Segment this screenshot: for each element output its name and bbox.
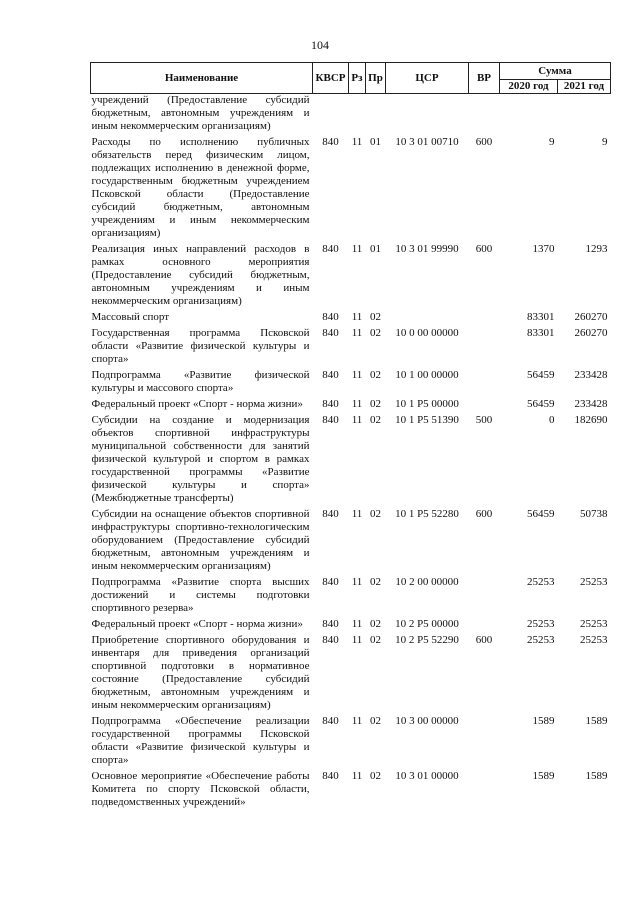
table-row	[91, 327, 611, 369]
row-csr: 10 1 P5 51390	[395, 414, 459, 426]
row-sum-2020: 56459	[527, 398, 555, 410]
row-sum-2020: 83301	[527, 327, 555, 339]
table-row	[91, 715, 611, 770]
row-csr	[386, 94, 469, 137]
row-vr	[469, 715, 500, 770]
row-kvsr: 840	[322, 618, 339, 630]
row-name: Подпрограмма «Обеспечение реализации государственной программы Псковской области «Развитие физической культуры и спорта»	[91, 715, 310, 766]
row-vr	[469, 398, 500, 414]
row-pr: 01	[370, 243, 381, 255]
header-kvsr: КВСР	[313, 63, 349, 94]
row-sum-2020: 1370	[532, 243, 555, 255]
header-rz: Рз	[349, 63, 366, 94]
row-kvsr: 840	[322, 634, 339, 646]
row-rz: 11	[351, 311, 363, 323]
row-vr	[469, 618, 500, 634]
row-pr: 02	[370, 398, 381, 410]
row-pr: 02	[370, 369, 381, 381]
header-csr: ЦСР	[386, 63, 469, 94]
row-name: учреждений (Предоставление субсидий бюджетным, автономным учреждениям и иным некоммерческим организациям)	[91, 94, 310, 132]
row-kvsr: 840	[322, 576, 339, 588]
row-sum-2021: 260270	[574, 311, 608, 323]
row-sum-2021	[558, 94, 611, 137]
row-csr: 10 1 P5 52280	[395, 508, 459, 520]
row-csr: 10 1 00 00000	[395, 369, 459, 381]
row-vr: 600	[475, 634, 493, 646]
row-name: Подпрограмма «Развитие спорта высших достижений и системы подготовки спортивного резерва»	[91, 576, 310, 614]
row-vr: 600	[475, 243, 493, 255]
row-csr: 10 3 01 00000	[395, 770, 459, 782]
row-sum-2020: 56459	[527, 508, 555, 520]
row-pr: 02	[370, 770, 381, 782]
row-pr: 02	[370, 634, 381, 646]
row-csr	[386, 311, 469, 327]
table-row	[91, 508, 611, 576]
row-rz: 11	[351, 576, 363, 588]
row-rz: 11	[351, 398, 363, 410]
table-row	[91, 311, 611, 327]
row-vr	[469, 94, 500, 137]
row-rz: 11	[351, 618, 363, 630]
header-name: Наименование	[91, 63, 313, 94]
row-csr: 10 3 01 00710	[395, 136, 459, 148]
row-rz: 11	[351, 508, 363, 520]
table-row	[91, 369, 611, 398]
row-name: Федеральный проект «Спорт - норма жизни»	[91, 618, 303, 630]
row-csr: 10 2 00 00000	[395, 576, 459, 588]
row-sum-2020: 1589	[532, 715, 555, 727]
row-pr: 02	[370, 618, 381, 630]
row-sum-2020: 1589	[532, 770, 555, 782]
row-vr	[469, 327, 500, 369]
row-rz: 11	[351, 369, 363, 381]
table-row	[91, 770, 611, 812]
row-sum-2021: 25253	[580, 634, 608, 646]
row-name: Федеральный проект «Спорт - норма жизни»	[91, 398, 303, 410]
row-kvsr: 840	[322, 369, 339, 381]
row-rz: 11	[351, 136, 363, 148]
row-vr: 500	[475, 414, 493, 426]
row-name: Подпрограмма «Развитие физической культуры и массового спорта»	[91, 369, 310, 394]
row-pr: 02	[370, 414, 381, 426]
row-name: Расходы по исполнению публичных обязательств перед физическим лицом, подлежащих исполнению в денежной форме, государственным бюджетным учреждением Псковской области (Предоставление субсидий бюджетным, автономным учреждениям и иным некоммерческим организациям)	[91, 136, 310, 239]
row-name: Основное мероприятие «Обеспечение работы Комитета по спорту Псковской области, подведомственных учреждений»	[91, 770, 310, 808]
header-vr: ВР	[469, 63, 500, 94]
row-pr: 02	[370, 508, 381, 520]
row-sum-2021: 260270	[574, 327, 608, 339]
row-name: Приобретение спортивного оборудования и инвентаря для приведения организаций спортивной подготовки в нормативное состояние (Предоставление субсидий бюджетным, автономным учреждениям и иным некоммерческим организациям)	[91, 634, 310, 711]
row-kvsr: 840	[322, 508, 339, 520]
row-sum-2021: 25253	[580, 576, 608, 588]
row-vr: 600	[475, 136, 493, 148]
row-pr: 02	[370, 715, 381, 727]
row-kvsr	[313, 94, 349, 137]
row-vr	[469, 576, 500, 618]
row-vr: 600	[475, 508, 493, 520]
row-csr: 10 2 P5 52290	[395, 634, 459, 646]
row-vr	[469, 770, 500, 812]
row-sum-2021: 1589	[585, 715, 608, 727]
row-kvsr: 840	[322, 770, 339, 782]
row-pr: 02	[370, 311, 381, 323]
row-pr	[366, 94, 386, 137]
row-sum-2020: 56459	[527, 369, 555, 381]
row-pr: 02	[370, 576, 381, 588]
row-name: Массовый спорт	[91, 311, 170, 323]
row-pr: 02	[370, 327, 381, 339]
table-row	[91, 576, 611, 618]
row-sum-2020: 83301	[527, 311, 555, 323]
budget-table-container	[90, 62, 610, 812]
row-name: Реализация иных направлений расходов в рамках основного мероприятия (Предоставление субсидий бюджетным, автономным учреждениям и иным некоммерческим организациям)	[91, 243, 310, 307]
row-sum-2020	[500, 94, 558, 137]
row-sum-2021: 9	[602, 136, 608, 148]
row-sum-2021: 233428	[574, 398, 608, 410]
row-sum-2020: 9	[549, 136, 555, 148]
row-name: Субсидии на оснащение объектов спортивной инфраструктуры спортивно-технологическим оборудованием (Предоставление субсидий бюджетным, автономным учреждениям и иным некоммерческим организациям)	[91, 508, 310, 572]
row-kvsr: 840	[322, 136, 339, 148]
page-number: 104	[311, 38, 329, 52]
table-row	[91, 136, 611, 243]
table-header	[91, 63, 611, 94]
row-kvsr: 840	[322, 311, 339, 323]
row-sum-2021: 182690	[574, 414, 608, 426]
row-csr: 10 0 00 00000	[395, 327, 459, 339]
table-row	[91, 94, 611, 137]
row-kvsr: 840	[322, 414, 339, 426]
row-sum-2020: 25253	[527, 576, 555, 588]
table-row	[91, 398, 611, 414]
table-body	[91, 94, 611, 813]
row-rz	[349, 94, 366, 137]
table-row	[91, 414, 611, 508]
row-csr: 10 2 P5 00000	[395, 618, 459, 630]
row-vr	[469, 311, 500, 327]
header-year-2020: 2020 год	[500, 80, 558, 94]
table-row	[91, 243, 611, 311]
row-kvsr: 840	[322, 327, 339, 339]
row-rz: 11	[351, 634, 363, 646]
row-rz: 11	[351, 327, 363, 339]
header-sum: Сумма	[500, 63, 611, 80]
row-sum-2020: 25253	[527, 634, 555, 646]
row-pr: 01	[370, 136, 381, 148]
row-rz: 11	[351, 770, 363, 782]
table-row	[91, 618, 611, 634]
budget-table	[90, 62, 611, 812]
row-sum-2021: 1589	[585, 770, 608, 782]
row-sum-2020: 0	[549, 414, 555, 426]
row-rz: 11	[351, 243, 363, 255]
row-sum-2020: 25253	[527, 618, 555, 630]
row-csr: 10 3 00 00000	[395, 715, 459, 727]
row-name: Государственная программа Псковской области «Развитие физической культуры и спорта»	[91, 327, 310, 365]
header-pr: Пр	[366, 63, 386, 94]
row-sum-2021: 25253	[580, 618, 608, 630]
row-name: Субсидии на создание и модернизация объектов спортивной инфраструктуры муниципальной собственности для занятий физической культурой и спортом в рамках государственной программы «Развитие физической культуры и спорта» (Межбюджетные трансферты)	[91, 414, 310, 504]
table-row	[91, 634, 611, 715]
row-kvsr: 840	[322, 715, 339, 727]
row-sum-2021: 50738	[580, 508, 608, 520]
row-rz: 11	[351, 414, 363, 426]
row-vr	[469, 369, 500, 398]
row-csr: 10 1 P5 00000	[395, 398, 459, 410]
row-sum-2021: 233428	[574, 369, 608, 381]
row-sum-2021: 1293	[585, 243, 608, 255]
header-year-2021: 2021 год	[558, 80, 611, 94]
row-kvsr: 840	[322, 398, 339, 410]
row-kvsr: 840	[322, 243, 339, 255]
row-rz: 11	[351, 715, 363, 727]
row-csr: 10 3 01 99990	[395, 243, 459, 255]
